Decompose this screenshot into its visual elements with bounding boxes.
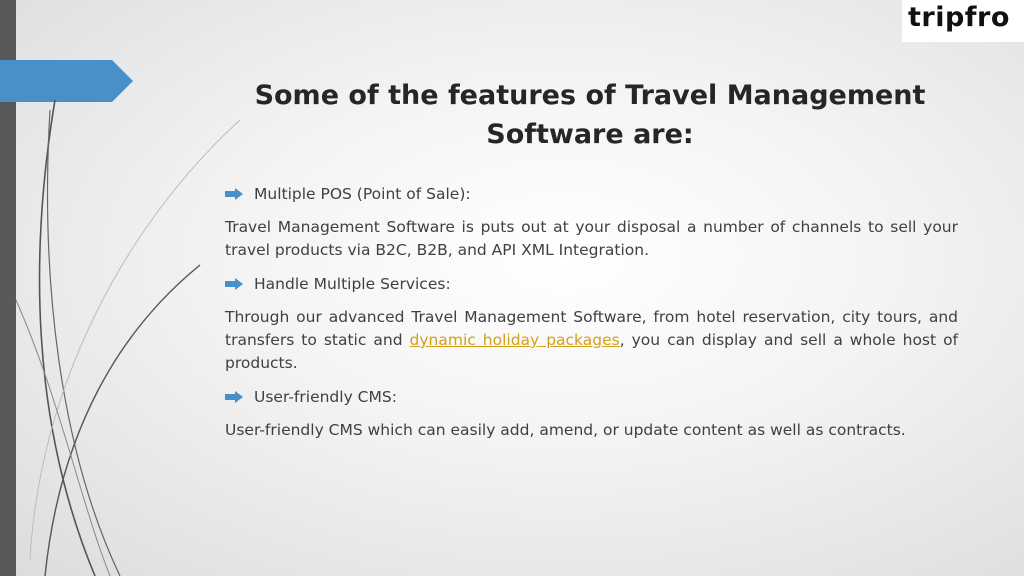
tripfro-logo [902,0,1024,42]
feature-description: Travel Management Software is puts out at your disposal a number of channels to sell your travel products via B2C, B2B, and API XML Integration. [225,218,958,259]
arrow-right-icon [225,278,243,290]
description-text: Through our advanced Travel Management Software, from hotel reservation, city tours, and transfers to static and [225,308,958,349]
logo-text: tripfro [908,2,1010,33]
bullet-heading: Multiple POS (Point of Sale): [254,185,471,203]
bullet-multiple-pos [225,182,958,206]
arrow-right-icon [225,391,243,403]
dynamic-holiday-packages-link[interactable]: dynamic holiday packages [409,331,620,349]
blue-arrow-banner [0,60,133,102]
bullet-heading: User-friendly CMS: [254,388,397,406]
bullet-handle-services [225,272,958,296]
slide-title: Some of the features of Travel Management Software are: [254,80,926,150]
bullet-heading: Handle Multiple Services: [254,275,451,293]
feature-description: User-friendly CMS which can easily add, amend, or update content as well as contracts. [225,421,906,439]
bullet-user-friendly-cms [225,385,958,409]
feature-description [225,306,958,375]
description-text: , you can display and sell a whole host of products. [225,331,959,372]
feature-list [225,182,958,452]
decorative-curves [0,0,260,576]
arrow-right-icon [225,188,243,200]
